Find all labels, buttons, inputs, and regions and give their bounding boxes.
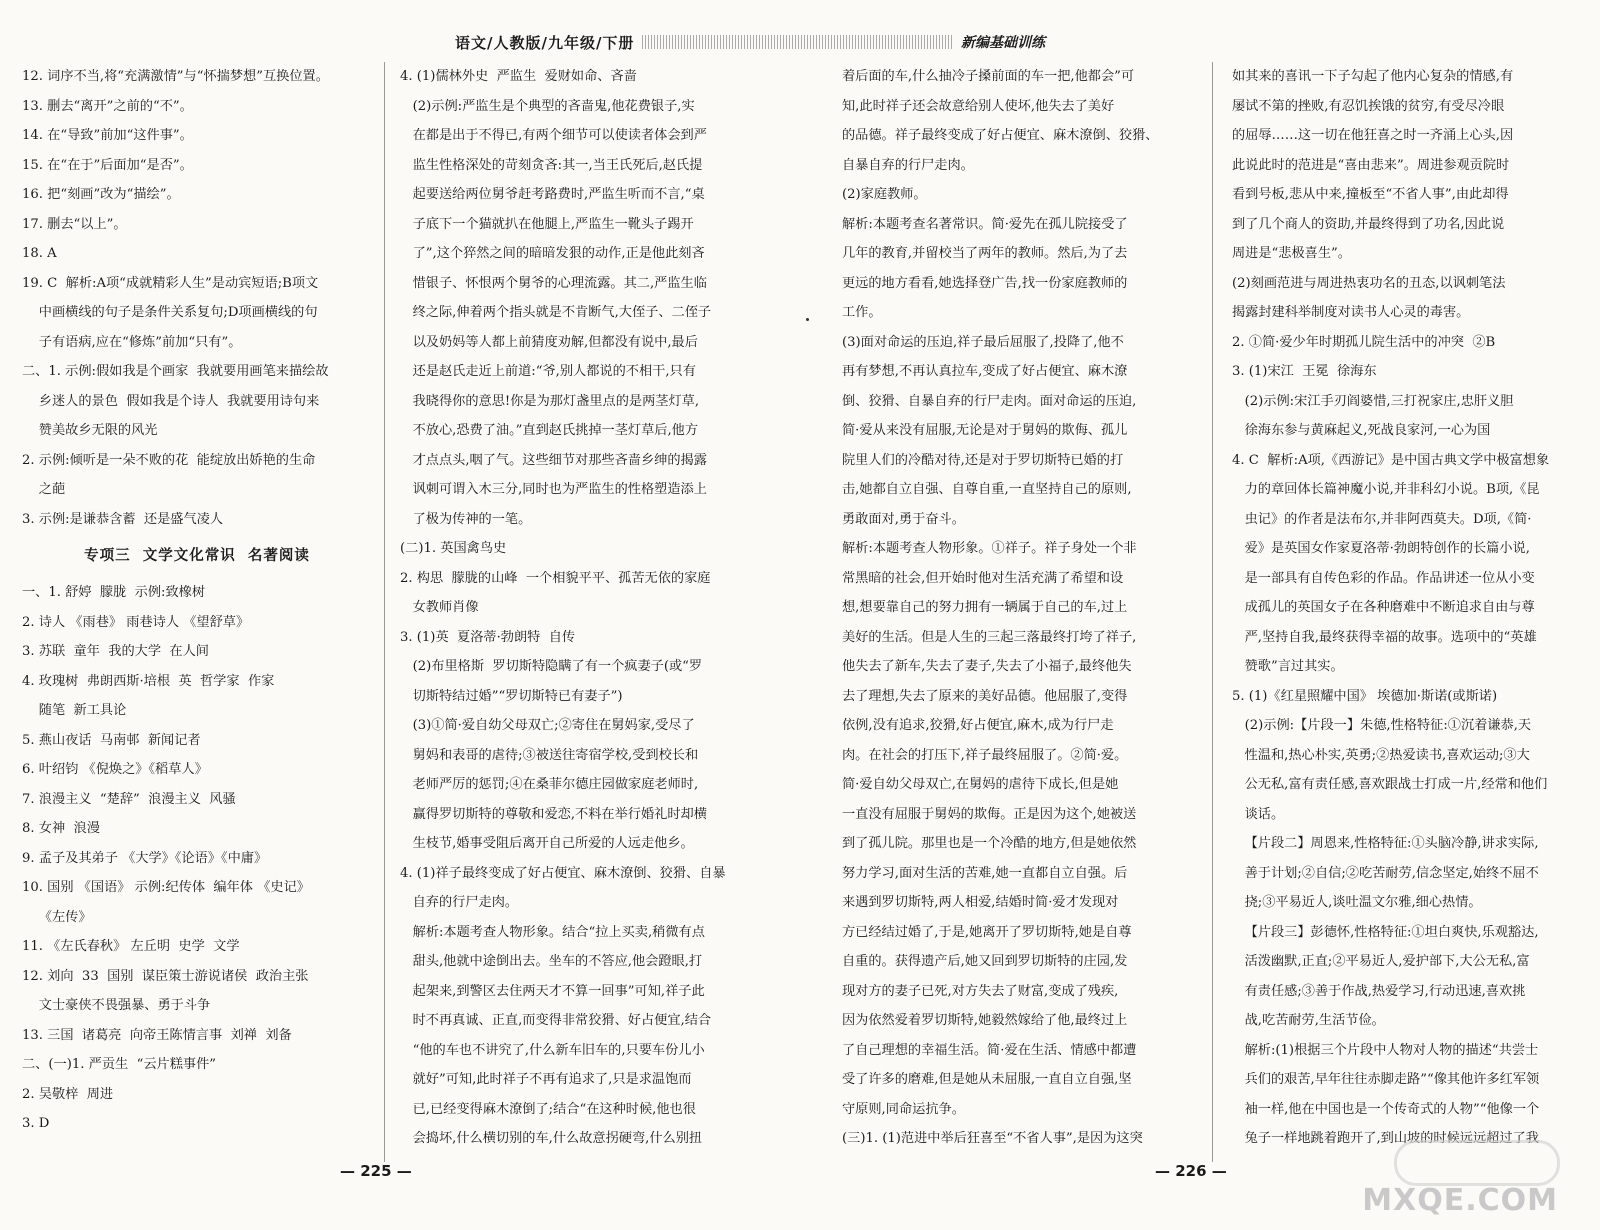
answer-line: 倒、狡猾、自暴自弃的行尸走肉。面对命运的压迫, (842, 393, 1137, 409)
answer-line: 【片段三】彭德怀,性格特征:①坦白爽快,乐观豁达, (1232, 924, 1539, 940)
column-divider (384, 62, 385, 1162)
answer-line: 院里人们的冷酷对待,还是对于罗切斯特已婚的打 (842, 452, 1124, 468)
answer-line: 9. 孟子及其弟子 《大学》《论语》《中庸》 (22, 850, 268, 866)
answer-line: 12. 刘向 33 国别 谋臣策士游说诸侯 政治主张 (22, 968, 309, 984)
answer-line: 惜银子、怀恨两个舅爷的心理流露。其二,严监生临 (400, 275, 707, 291)
answer-line: 因为依然爱着罗切斯特,她毅然嫁给了他,最终过上 (842, 1013, 1128, 1028)
answer-line: 力的章回体长篇神魔小说,并非科幻小说。B项,《昆 (1232, 482, 1540, 497)
center-dot (806, 318, 809, 321)
answer-line: 女教师肖像 (400, 600, 479, 615)
answer-line: 起要送给两位舅爷赶考路费时,严监生听而不言,“桌 (400, 187, 705, 202)
answer-line: 生枝节,婚事受阻后离开自己所爱的人远走他乡。 (400, 836, 694, 851)
answer-line: 监生性格深处的苛刻贪吝:其一,当王氏死后,赵氏提 (400, 157, 703, 173)
column-3 (842, 62, 1192, 1162)
answer-line: 会捣坏,什么横切别的车,什么故意拐硬弯,什么别扭 (400, 1131, 703, 1146)
answer-line: 一直没有屈服于舅妈的欺侮。正是因为这个,她被送 (842, 806, 1137, 822)
answer-line: (2)家庭教师。 (842, 187, 927, 202)
answer-line: 随笔 新工具论 (22, 703, 127, 718)
answer-line: 16. 把“刻画”改为“描绘”。 (22, 187, 180, 202)
answer-line: 8. 女神 浪漫 (22, 821, 100, 836)
answer-line: 更远的地方看看,她选择登广告,找一份家庭教师的 (842, 275, 1128, 291)
book-breadcrumb: 语文/人教版/九年级/下册 (455, 33, 635, 52)
answer-line: 我晓得你的意思!你是为那灯盏里点的是两茎灯草, (400, 393, 700, 409)
answer-line: 了极为传神的一笔。 (400, 511, 532, 527)
answer-line: 赢得罗切斯特的尊敬和爱恋,不料在举行婚礼时却横 (400, 806, 707, 822)
answer-line: 性温和,热心朴实,英勇;②热爱读书,喜欢运动;③大 (1232, 747, 1530, 763)
page-number-right: — 226 — (1155, 1162, 1227, 1180)
answer-line: 15. 在“在于”后面加“是否”。 (22, 157, 193, 173)
answer-line: 中画横线的句子是条件关系复句;D项画横线的句 (22, 305, 318, 320)
answer-line: 甜头,他就中途倒出去。坐车的不答应,他会蹬眼,打 (400, 954, 703, 969)
answer-line: 二、1. 示例:假如我是个画家 我就要用画笔来描绘故 (22, 364, 329, 379)
answer-line: 就好”可知,此时祥子不再有追求了,只是求温饱而 (400, 1072, 692, 1087)
answer-line: (2)示例:严监生是个典型的吝啬鬼,他花费银子,实 (400, 98, 695, 114)
answer-line: 他失去了新车,失去了妻子,失去了小福子,最终他失 (842, 659, 1132, 674)
answer-line: 来遇到罗切斯特,两人相爱,结婚时简·爱才发现对 (842, 895, 1119, 910)
answer-line: 一、1. 舒婷 朦胧 示例:致橡树 (22, 585, 206, 600)
answer-line: 终之际,伸着两个指头就是不肯断气,大侄子、二侄子 (400, 305, 712, 320)
answer-line: 勇敢面对,勇于奋斗。 (842, 511, 965, 527)
answer-line: 揭露封建科举制度对读书人心灵的毒害。 (1232, 305, 1470, 320)
answer-line: 解析:本题考查人物形象。结合“拉上买卖,稍微有点 (400, 924, 705, 940)
answer-line: 努力学习,面对生活的苦难,她一直都自立自强。后 (842, 865, 1128, 881)
answer-line: 2. ①简·爱少年时期孤儿院生活中的冲突 ②B (1232, 334, 1496, 350)
page-number-left: — 225 — (340, 1162, 412, 1180)
watermark-logo-ring (1394, 1140, 1560, 1186)
answer-line: 5. (1)《红星照耀中国》 埃德加·斯诺(或斯诺) (1232, 688, 1498, 704)
column-divider (1212, 62, 1213, 1162)
answer-line: 了自己理想的幸福生活。简·爱在生活、情感中都遭 (842, 1042, 1137, 1058)
answer-line: 2. 诗人 《雨巷》 雨巷诗人 《望舒草》 (22, 614, 250, 630)
answer-line: 不放心,恐费了油。”直到赵氏挑掉一茎灯草后,他方 (400, 423, 699, 438)
answer-line: 还是赵氏走近上前道:“爷,别人都说的不相干,只有 (400, 364, 696, 379)
answer-line: (2)示例:【片段一】朱德,性格特征:①沉着谦恭,天 (1232, 718, 1532, 733)
answer-line: 简·爱从来没有屈服,无论是对于舅妈的欺侮、孤儿 (842, 423, 1128, 438)
answer-line: 4. (1)祥子最终变成了好占便宜、麻木潦倒、狡猾、自暴 (400, 865, 726, 881)
answer-line: 如其来的喜讯一下子勾起了他内心复杂的情感,有 (1232, 69, 1514, 84)
answer-line: 3. 苏联 童年 我的大学 在人间 (22, 644, 209, 659)
answer-line: (2)刻画范进与周进热衷功名的丑态,以讽刺笔法 (1232, 275, 1506, 291)
answer-line: 二、(一)1. 严贡生 “云片糕事件” (22, 1057, 216, 1072)
answer-line: 赞美故乡无限的风光 (22, 423, 158, 438)
answer-line: 已,已经变得麻木潦倒了;结合“在这种时候,他也很 (400, 1101, 696, 1117)
answer-line: 3. (1)英 夏洛蒂·勃朗特 自传 (400, 629, 576, 645)
answer-line: 方已经结过婚了,于是,她离开了罗切斯特,她是自尊 (842, 924, 1132, 940)
answer-line: 肉。在社会的打压下,祥子最终屈服了。②简·爱。 (842, 747, 1128, 763)
answer-line: 4. 玫瑰树 弗朗西斯·培根 英 哲学家 作家 (22, 673, 275, 689)
column-4 (1232, 62, 1570, 1162)
answer-line: 到了几个商人的资助,并最终得到了功名,因此说 (1232, 216, 1505, 232)
answer-line: 袖一样,他在中国也是一个传奇式的人物”“他像一个 (1232, 1101, 1540, 1117)
answer-line: 13. 三国 诸葛亮 向帝王陈情言事 刘禅 刘备 (22, 1027, 292, 1043)
answer-line: (二)1. 英国禽鸟史 (400, 541, 507, 556)
answer-line: 美好的生活。但是人生的三起三落最终打垮了祥子, (842, 629, 1137, 645)
section-heading: 专项三 文学文化常识 名著阅读 (84, 548, 310, 564)
answer-line: 几年的教育,并留校当了两年的教师。然后,为了去 (842, 246, 1128, 261)
answer-line: 2. 构思 朦胧的山峰 一个相貌平平、孤苦无依的家庭 (400, 570, 711, 586)
answer-line: 子底下一个猫就扒在他腿上,严监生一靴头子踢开 (400, 216, 694, 232)
answer-line: 守原则,同命运抗争。 (842, 1101, 965, 1117)
answer-line: 受了许多的磨难,但是她从未屈服,一直自立自强,坚 (842, 1072, 1132, 1087)
answer-line: 17. 删去“以上”。 (22, 216, 127, 232)
answer-line: 子有语病,应在“修炼”前加“只有”。 (22, 334, 242, 350)
answer-line: 想,想要靠自己的努力拥有一辆属于自己的车,过上 (842, 600, 1128, 615)
answer-line: (3)面对命运的压迫,祥子最后屈服了,投降了,他不 (842, 334, 1124, 350)
answer-line: 2. 吴敬梓 周进 (22, 1086, 114, 1102)
answer-line: 击,她都自立自强、自尊自重,一直坚持自己的原则, (842, 482, 1132, 497)
answer-line: 3. 示例:是谦恭含蓄 还是盛气凌人 (22, 511, 224, 527)
answer-line: 徐海东参与黄麻起义,死战良家河,一心为国 (1232, 423, 1491, 438)
answer-line: 之葩 (22, 482, 66, 497)
answer-line: 去了理想,失去了原来的美好品德。他屈服了,变得 (842, 688, 1128, 704)
answer-line: 到了孤儿院。那里也是一个冷酷的地方,但是她依然 (842, 836, 1137, 851)
answer-line: 战,吃苦耐劳,生活节俭。 (1232, 1013, 1385, 1028)
answer-line: 以及奶妈等人都上前猜度劝解,但都没有说中,最后 (400, 334, 698, 350)
answer-line: 着后面的车,什么抽冷子搡前面的车一把,他都会”可 (842, 69, 1135, 84)
answer-line: 12. 词序不当,将“充满激情”与“怀揣梦想”互换位置。 (22, 69, 329, 84)
answer-line: 文士豪侠不畏强暴、勇于斗争 (22, 998, 211, 1013)
answer-line: 乡迷人的景色 假如我是个诗人 我就要用诗句来 (22, 393, 320, 409)
answer-line: 了”,这个猝然之间的暗暗发狠的动作,正是他此刻吝 (400, 246, 705, 261)
answer-line: 有责任感;③善于作战,热爱学习,行动迅速,喜欢挑 (1232, 983, 1526, 999)
answer-line: 善于计划;②自信;②吃苦耐劳,信念坚定,始终不屈不 (1232, 865, 1539, 881)
answer-line: 挠;③平易近人,谈吐温文尔雅,细心热情。 (1232, 895, 1482, 910)
answer-line: 谈话。 (1232, 806, 1285, 822)
answer-line: (2)布里格斯 罗切斯特隐瞒了有一个疯妻子(或“罗 (400, 659, 703, 674)
answer-line: 解析:本题考查人物形象。①祥子。祥子身处一个非 (842, 541, 1137, 556)
answer-line: 此说此时的范进是“喜由悲来”。周进参观贡院时 (1232, 157, 1510, 173)
answer-line: 活泼幽默,正直;②平易近人,爱护部下,大公无私,富 (1232, 954, 1530, 969)
answer-line: 讽刺可谓入木三分,同时也为严监生的性格塑造添上 (400, 482, 707, 497)
answer-line: 自重的。获得遗产后,她又回到罗切斯特的庄园,发 (842, 954, 1128, 969)
answer-line: 11. 《左氏春秋》 左丘明 史学 文学 (22, 939, 240, 954)
answer-line: 18. A (22, 246, 57, 261)
watermark-text: MXQE.COM (1362, 1183, 1558, 1218)
answer-line: 解析:本题考查名著常识。简·爱先在孤儿院接受了 (842, 216, 1128, 232)
answer-line: 10. 国别 《国语》 示例:纪传体 编年体 《史记》 (22, 880, 310, 895)
answer-line: (2)示例:宋江手刃阎婆惜,三打祝家庄,忠肝义胆 (1232, 393, 1514, 409)
answer-line: “他的车也不讲究了,什么新车旧车的,只要车份儿小 (400, 1042, 705, 1058)
answer-line: 虫记》的作者是法布尔,并非阿西莫夫。D项,《简· (1232, 511, 1532, 527)
answer-line: 3. D (22, 1116, 50, 1131)
answer-line: 工作。 (842, 305, 882, 320)
answer-line: 舅妈和表哥的虐待;③被送往寄宿学校,受到校长和 (400, 747, 699, 763)
answer-line: 简·爱自幼父母双亡,在舅妈的虐待下成长,但是她 (842, 777, 1119, 792)
answer-line: 14. 在“导致”前加“这件事”。 (22, 128, 193, 143)
answer-line: 爱》是英国女作家夏洛蒂·勃朗特创作的长篇小说, (1232, 541, 1530, 556)
answer-line: 成孤儿的英国女子在各种磨难中不断追求自由与尊 (1232, 600, 1535, 615)
answer-line: 解析:(1)根据三个片段中人物对人物的描述“共尝士 (1232, 1042, 1539, 1058)
answer-line: 依例,没有追求,狡猾,好占便宜,麻木,成为行尸走 (842, 718, 1114, 733)
answer-line: 【片段二】周恩来,性格特征:①头脑冷静,讲求实际, (1232, 836, 1539, 851)
answer-line: 2. 示例:倾听是一朵不败的花 能绽放出娇艳的生命 (22, 452, 316, 468)
answer-line: 6. 叶绍钧 《倪焕之》《稻草人》 (22, 762, 208, 777)
answer-line: 再有梦想,不再认真拉车,变成了好占便宜、麻木潦 (842, 364, 1128, 379)
page-header (455, 30, 1045, 54)
answer-line: 兔子一样地跳着跑开了,到山坡的时候远远超过了我 (1232, 1131, 1539, 1146)
answer-line: (三)1. (1)范进中举后狂喜至“不省人事”,是因为这突 (842, 1131, 1143, 1146)
answer-line: 4. (1)儒林外史 严监生 爱财如命、吝啬 (400, 69, 637, 84)
answer-line: 自弃的行尸走肉。 (400, 895, 519, 910)
answer-line: 《左传》 (22, 909, 92, 925)
answer-line: 屡试不第的挫败,有忍饥挨饿的贫穷,有受尽冷眼 (1232, 98, 1505, 114)
answer-line: 常黑暗的社会,但开始时他对生活充满了希望和设 (842, 570, 1124, 586)
answer-line: 4. C 解析:A项,《西游记》是中国古典文学中极富想象 (1232, 452, 1550, 468)
answer-line: 切斯特结过婚”“罗切斯特已有妻子”) (400, 688, 623, 704)
answer-line: (3)①简·爱自幼父母双亡;②寄住在舅妈家,受尽了 (400, 718, 695, 733)
answer-line: 现对方的妻子已死,对方失去了财富,变成了残疾, (842, 983, 1119, 999)
series-title: 新编基础训练 (961, 35, 1045, 51)
answer-line: 周进是“悲极喜生”。 (1232, 246, 1351, 261)
answer-line: 自暴自弃的行尸走肉。 (842, 157, 974, 173)
answer-line: 才点点头,咽了气。这些细节对那些吝啬乡绅的揭露 (400, 452, 707, 468)
answer-line: 13. 删去“离开”之前的“不”。 (22, 98, 193, 114)
answer-line: 的屈辱……这一切在他狂喜之时一齐涌上心头,因 (1232, 128, 1514, 143)
header-hatch-bar (642, 35, 953, 49)
answer-line: 知,此时祥子还会故意给别人使坏,他失去了美好 (842, 98, 1115, 114)
column-1 (22, 62, 372, 1162)
answer-line: 的品德。祥子最终变成了好占便宜、麻木潦倒、狡猾、 (842, 128, 1159, 143)
answer-line: 看到号板,悲从中来,撞板至“不省人事”,由此却得 (1232, 187, 1509, 202)
answer-line: 5. 燕山夜话 马南邨 新闻记者 (22, 732, 201, 748)
answer-line: 7. 浪漫主义 “楚辞” 浪漫主义 风骚 (22, 791, 236, 807)
answer-line: 3. (1)宋江 王冕 徐海东 (1232, 364, 1377, 379)
answer-line: 公无私,富有责任感,喜欢跟战士打成一片,经常和他们 (1232, 777, 1548, 792)
answer-line: 在都是出于不得已,有两个细节可以使读者体会到严 (400, 128, 707, 143)
answer-line: 19. C 解析:A项“成就精彩人生”是动宾短语;B项文 (22, 275, 319, 291)
answer-line: 赞歌”言过其实。 (1232, 659, 1344, 674)
answer-line: 老师严厉的惩罚;④在桑菲尔德庄园做家庭老师时, (400, 777, 699, 792)
answer-line: 兵们的艰苦,早年往往赤脚走路”“像其他许多红军领 (1232, 1072, 1540, 1087)
answer-line: 起架来,到警区去住两天才不算一回事”可知,祥子此 (400, 983, 705, 999)
answer-line: 时不再真诚、正直,而变得非常狡猾、好占便宜,结合 (400, 1013, 712, 1028)
column-2 (400, 62, 780, 1162)
answer-line: 是一部具有自传色彩的作品。作品讲述一位从小变 (1232, 570, 1535, 586)
answer-line: 严,坚持自我,最终获得幸福的故事。选项中的“英雄 (1232, 629, 1537, 645)
